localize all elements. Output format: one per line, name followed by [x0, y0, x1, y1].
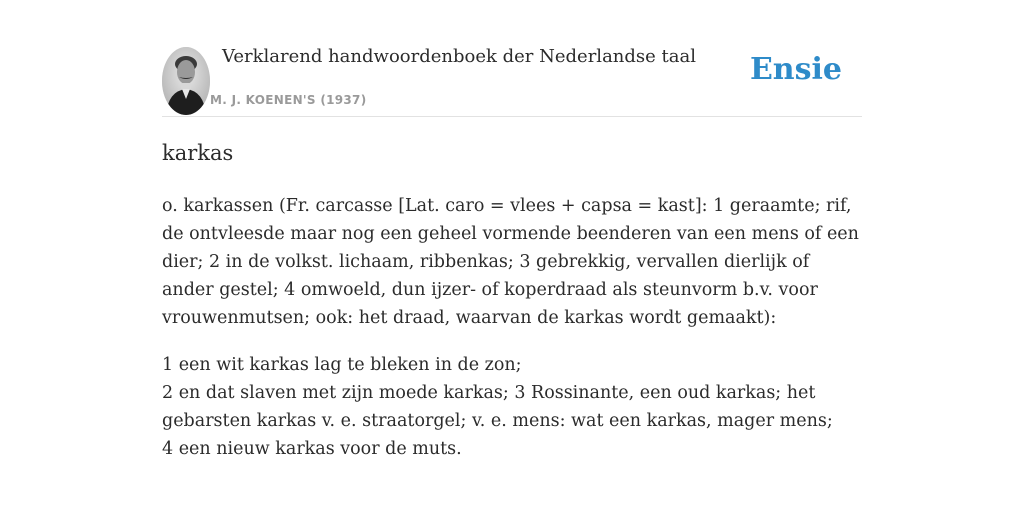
- examples: [162, 351, 862, 463]
- page: [162, 0, 862, 459]
- header: [162, 0, 862, 117]
- author-label: M. J. KOENEN'S (1937): [210, 93, 367, 107]
- author-portrait-icon: [162, 47, 210, 115]
- brand-logo[interactable]: Ensie: [749, 52, 842, 87]
- example-line: 2 en dat slaven met zijn moede karkas; 3 Rossinante, een oud karkas; het gebarsten karkas v. e. straatorgel; v. e. mens: wat een karkas, mager mens;: [162, 383, 833, 431]
- headword: karkas: [162, 141, 234, 165]
- example-line: 4 een nieuw karkas voor de muts.: [162, 439, 462, 459]
- definition-text: o. karkassen (Fr. carcasse [Lat. caro = vlees + capsa = kast]: 1 geraamte; rif, de ontvleesde maar nog een geheel vormende beenderen van een mens of een dier; 2 in de volkst. lichaam, ribbenkas; 3 gebrekkig, vervallen dierlijk of ander gestel; 4 omwoeld, dun ijzer- of koperdraad als steunvorm b.v. voor vrouwenmutsen; ook: het draad, waarvan de karkas wordt gemaakt):: [162, 196, 859, 328]
- book-title: Verklarend handwoordenboek der Nederlandse taal: [222, 46, 696, 67]
- example-line: 1 een wit karkas lag te bleken in de zon;: [162, 355, 522, 375]
